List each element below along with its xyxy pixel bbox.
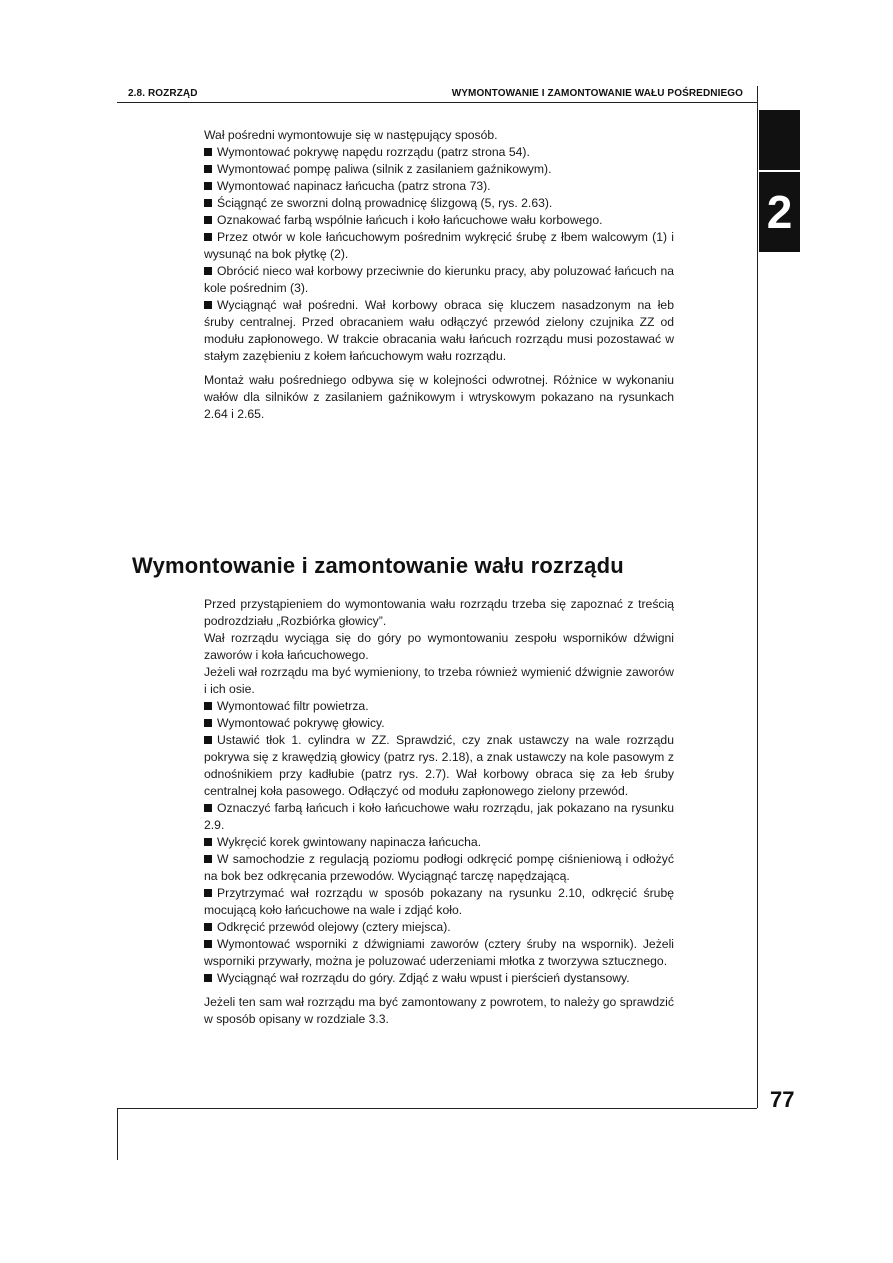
paragraph-text: Wyciągnąć wał pośredni. Wał korbowy obraca się kluczem nasadzonym na łeb śruby centralnej. Przed obracaniem wału odłączyć przewód zielony czujnika ZZ od modułu zapłonowego. W trakcie obracania wału łańcuch rozrządu musi pozostawać w stałym zazębieniu z kołem łańcuchowym wału rozrządu.: [204, 298, 674, 363]
paragraph-text: Wymontować wsporniki z dźwigniami zaworów (cztery śruby na wspornik). Jeżeli wsporniki przywarły, można je poluzować uderzeniami młotka z tworzywa sztucznego.: [204, 937, 674, 968]
bullet-item: [204, 936, 674, 970]
section-title: Wymontowanie i zamontowanie wału rozrządu: [132, 553, 624, 578]
bullet-square-icon: [204, 719, 212, 727]
bullet-item: [204, 161, 674, 178]
bullet-square-icon: [204, 199, 212, 207]
paragraph: [204, 372, 674, 423]
bullet-item: [204, 851, 674, 885]
paragraph: [204, 127, 674, 144]
paragraph-text: Oznakować farbą wspólnie łańcuch i koło łańcuchowe wału korbowego.: [217, 213, 603, 227]
bullet-item: [204, 970, 674, 987]
bullet-square-icon: [204, 148, 212, 156]
paragraph-text: Ściągnąć ze sworzni dolną prowadnicę ślizgową (5, rys. 2.63).: [217, 196, 553, 210]
paragraph-text: Wymontować pokrywę napędu rozrządu (patrz strona 54).: [217, 145, 530, 159]
bullet-square-icon: [204, 923, 212, 931]
paragraph-text: Przytrzymać wał rozrządu w sposób pokazany na rysunku 2.10, odkręcić śrubę mocującą koło łańcuchowe na wale i zdjąć koło.: [204, 886, 674, 917]
paragraph-text: W samochodzie z regulacją poziomu podłogi odkręcić pompę ciśnieniową i odłożyć na bok bez odkręcania przewodów. Wyciągnąć tarczę napędzającą.: [204, 852, 674, 883]
bullet-square-icon: [204, 804, 212, 812]
section-1-body: [204, 127, 674, 423]
paragraph-text: Jeżeli wał rozrządu ma być wymieniony, to trzeba również wymienić dźwignie zaworów i ich osie.: [204, 665, 674, 696]
bullet-square-icon: [204, 855, 212, 863]
bullet-item: [204, 698, 674, 715]
bullet-square-icon: [204, 702, 212, 710]
footer-left-rule: [117, 1108, 118, 1160]
bullet-square-icon: [204, 889, 212, 897]
paragraph-text: Ustawić tłok 1. cylindra w ZZ. Sprawdzić, czy znak ustawczy na wale rozrządu pokrywa się z krawędzią głowicy (patrz rys. 2.18), a znak ustawczy na kole pasowym z odnośnikiem przy kadłubie (patrz rys. 2.7). Wał korbowy obraca się za łeb śruby centralnej koła pasowego. Odłączyć od modułu zapłonowego zielony przewód.: [204, 733, 674, 798]
paragraph: [204, 994, 674, 1028]
bullet-square-icon: [204, 165, 212, 173]
bullet-item: [204, 178, 674, 195]
bullet-square-icon: [204, 182, 212, 190]
bullet-item: [204, 297, 674, 365]
bullet-item: [204, 732, 674, 800]
bullet-square-icon: [204, 216, 212, 224]
running-header-section: 2.8. ROZRZĄD: [128, 88, 198, 99]
footer-rule: [117, 1108, 757, 1109]
paragraph-text: Wykręcić korek gwintowany napinacza łańcucha.: [217, 835, 482, 849]
paragraph-text: Jeżeli ten sam wał rozrządu ma być zamontowany z powrotem, to należy go sprawdzić w sposób opisany w rozdziale 3.3.: [204, 995, 674, 1026]
bullet-item: [204, 263, 674, 297]
paragraph-text: Odkręcić przewód olejowy (cztery miejsca).: [217, 920, 451, 934]
bullet-item: [204, 144, 674, 161]
bullet-square-icon: [204, 301, 212, 309]
bullet-square-icon: [204, 267, 212, 275]
bullet-item: [204, 885, 674, 919]
bullet-square-icon: [204, 940, 212, 948]
paragraph: [204, 664, 674, 698]
paragraph-text: Wymontować pokrywę głowicy.: [217, 716, 385, 730]
section-2-body: [204, 596, 674, 1028]
chapter-tab-number: 2: [759, 172, 800, 252]
paragraph-text: Wał rozrządu wyciąga się do góry po wymontowaniu zespołu wsporników dźwigni zaworów i koła łańcuchowego.: [204, 631, 674, 662]
bullet-item: [204, 715, 674, 732]
paragraph-text: Przed przystąpieniem do wymontowania wału rozrządu trzeba się zapoznać z treścią podrozdziału „Rozbiórka głowicy”.: [204, 597, 674, 628]
paragraph-text: Wymontować napinacz łańcucha (patrz strona 73).: [217, 179, 491, 193]
chapter-tab-marker: [759, 110, 800, 170]
bullet-square-icon: [204, 736, 212, 744]
paragraph-text: Oznaczyć farbą łańcuch i koło łańcuchowe wału rozrządu, jak pokazano na rysunku 2.9.: [204, 801, 674, 832]
bullet-item: [204, 229, 674, 263]
paragraph-text: Obrócić nieco wał korbowy przeciwnie do kierunku pracy, aby poluzować łańcuch na kole pośrednim (3).: [204, 264, 674, 295]
paragraph: [204, 630, 674, 664]
bullet-square-icon: [204, 974, 212, 982]
bullet-square-icon: [204, 838, 212, 846]
paragraph-text: Wał pośredni wymontowuje się w następujący sposób.: [204, 128, 498, 142]
bullet-item: [204, 800, 674, 834]
bullet-item: [204, 919, 674, 936]
paragraph-text: Przez otwór w kole łańcuchowym pośrednim wykręcić śrubę z łbem walcowym (1) i wysunąć na bok płytkę (2).: [204, 230, 674, 261]
bullet-item: [204, 834, 674, 851]
paragraph-text: Wyciągnąć wał rozrządu do góry. Zdjąć z wału wpust i pierścień dystansowy.: [217, 971, 630, 985]
page-number: 77: [770, 1087, 795, 1112]
bullet-item: [204, 212, 674, 229]
bullet-item: [204, 195, 674, 212]
running-header-title: WYMONTOWANIE I ZAMONTOWANIE WAŁU POŚREDNIEGO: [451, 88, 743, 99]
bullet-square-icon: [204, 233, 212, 241]
paragraph-text: Montaż wału pośredniego odbywa się w kolejności odwrotnej. Różnice w wykonaniu wałów dla silników z zasilaniem gaźnikowym i wtryskowym pokazano na rysunkach 2.64 i 2.65.: [204, 373, 674, 421]
paragraph-text: Wymontować pompę paliwa (silnik z zasilaniem gaźnikowym).: [217, 162, 552, 176]
header-rule: [117, 102, 757, 103]
paragraph: [204, 596, 674, 630]
paragraph-text: Wymontować filtr powietrza.: [217, 699, 369, 713]
right-margin-rule: [757, 86, 758, 1108]
